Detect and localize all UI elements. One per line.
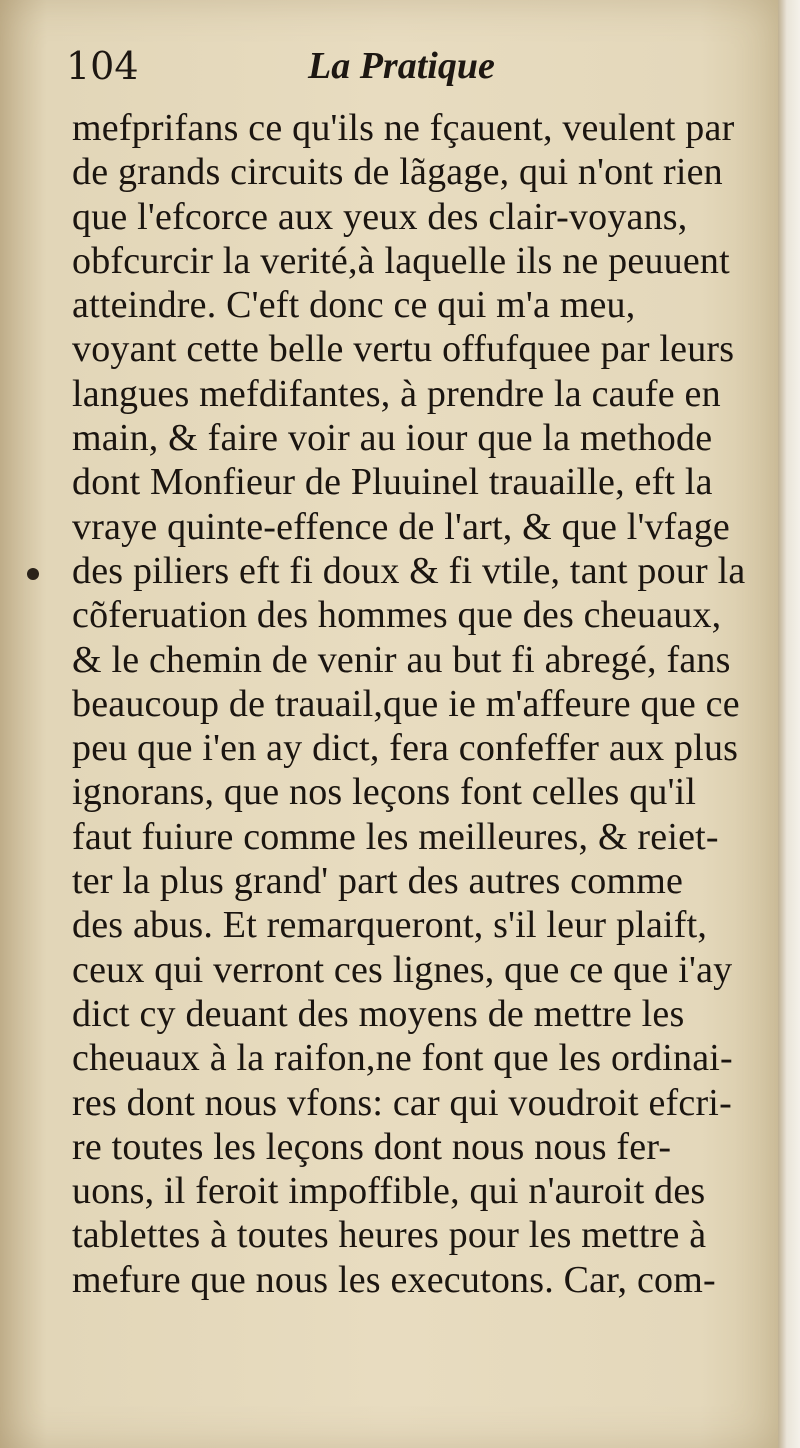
text-line: cõferuation des hommes que des cheuaux,: [72, 594, 722, 637]
text-line: langues mefdifantes, à prendre la caufe en: [72, 372, 721, 415]
text-line: mefprifans ce qu'ils ne fçauent, veulent par: [72, 107, 735, 149]
text-line: vraye quinte-effence de l'art, & que l'vfage: [72, 505, 730, 548]
text-line: main, & faire voir au iour que la methode: [72, 417, 713, 460]
text-line: ter la plus grand' part des autres comme: [72, 860, 684, 903]
text-line: dict cy deuant des moyens de mettre les: [72, 992, 685, 1035]
text-line: peu que i'en ay dict, fera confeffer aux plus: [72, 727, 739, 770]
body-text: [72, 106, 772, 1302]
text-line: des piliers eft fi doux & fi vtile, tant pour la: [72, 549, 746, 592]
page-header: [66, 44, 686, 104]
text-line: de grands circuits de lãgage, qui n'ont rien: [72, 151, 723, 194]
text-line: beaucoup de trauail,que ie m'affeure que ce: [72, 682, 740, 725]
text-line: ceux qui verront ces lignes, que ce que i'ay: [72, 948, 733, 991]
text-line: dont Monfieur de Pluuinel trauaille, eft la: [72, 461, 713, 504]
text-line: cheuaux à la raifon,ne font que les ordinai-: [72, 1037, 733, 1080]
text-line: faut fuiure comme les meilleures, & reiet-: [72, 815, 719, 858]
page-edge: [778, 0, 800, 1448]
text-line: mefure que nous les executons. Car, com-: [72, 1258, 716, 1301]
text-line: uons, il feroit impoffible, qui n'auroit des: [72, 1170, 706, 1213]
text-line: voyant cette belle vertu offufquee par leurs: [72, 328, 735, 371]
margin-dot-mark: [27, 568, 39, 580]
text-line: que l'efcorce aux yeux des clair-voyans,: [72, 195, 688, 238]
text-line: obfcurcir la verité,à laquelle ils ne peuuent: [72, 239, 730, 282]
text-line: & le chemin de venir au but fi abregé, fans: [72, 638, 731, 681]
text-line: res dont nous vfons: car qui voudroit efcri-: [72, 1081, 732, 1124]
text-line: atteindre. C'eft donc ce qui m'a meu,: [72, 284, 636, 327]
page-number: 104: [66, 44, 139, 88]
text-line: tablettes à toutes heures pour les mettre à: [72, 1214, 707, 1257]
text-line: re toutes les leçons dont nous nous fer-: [72, 1125, 672, 1168]
running-title: La Pratique: [308, 45, 495, 87]
text-line: ignorans, que nos leçons font celles qu'il: [72, 771, 697, 814]
text-line: des abus. Et remarqueront, s'il leur plaift,: [72, 904, 708, 947]
